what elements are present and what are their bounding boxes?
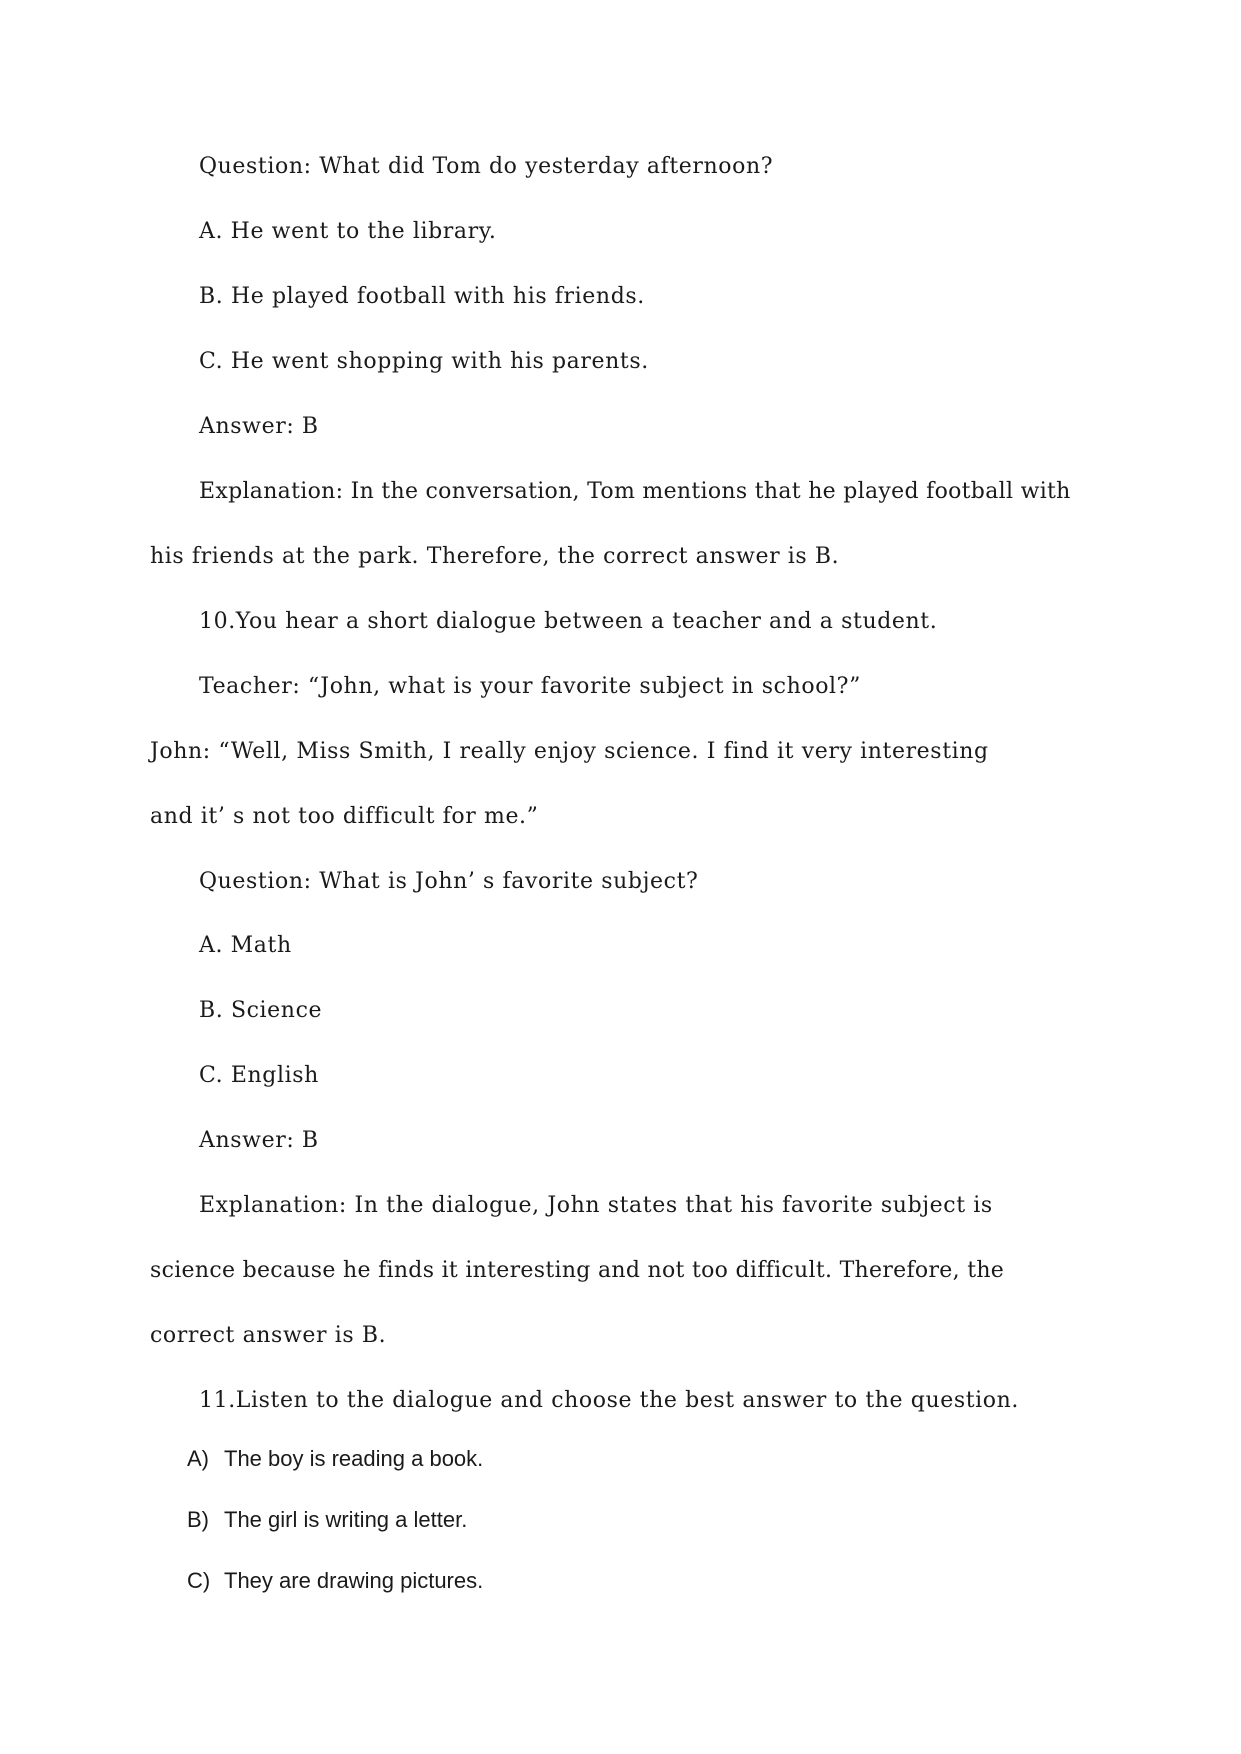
q10-option-a: A. Math xyxy=(199,933,292,958)
q10-option-c: C. English xyxy=(199,1063,319,1088)
q10-option-b: B. Science xyxy=(199,998,323,1023)
q10-explanation-line2: science because he finds it interesting and not too difficult. Therefore, the xyxy=(150,1258,1005,1283)
list-marker: A) xyxy=(187,1446,209,1471)
q10-question: Question: What is John’ s favorite subject? xyxy=(199,869,699,894)
q9-option-c: C. He went shopping with his parents. xyxy=(199,349,649,374)
q10-john-line2: and it’ s not too difficult for me.” xyxy=(150,804,539,829)
q9-question: Question: What did Tom do yesterday afternoon? xyxy=(199,154,774,179)
q10-answer: Answer: B xyxy=(199,1128,319,1153)
q10-explanation-line1: Explanation: In the dialogue, John states that his favorite subject is xyxy=(199,1193,993,1218)
list-marker: C) xyxy=(187,1568,211,1593)
q10-explanation-line3: correct answer is B. xyxy=(150,1323,387,1348)
list-item-text: The girl is writing a letter. xyxy=(224,1507,468,1532)
q9-option-b: B. He played football with his friends. xyxy=(199,284,645,309)
list-marker: B) xyxy=(187,1507,209,1532)
q9-answer: Answer: B xyxy=(199,414,319,439)
q11-intro: 11.Listen to the dialogue and choose the best answer to the question. xyxy=(199,1388,1020,1413)
q10-john-line1: John: “Well, Miss Smith, I really enjoy science. I find it very interesting xyxy=(150,739,989,764)
q10-teacher-line: Teacher: “John, what is your favorite subject in school?” xyxy=(199,674,861,699)
q10-intro: 10.You hear a short dialogue between a teacher and a student. xyxy=(199,609,938,634)
q9-explanation-line1: Explanation: In the conversation, Tom mentions that he played football with xyxy=(199,479,1071,504)
list-item-text: They are drawing pictures. xyxy=(224,1568,484,1593)
q9-option-a: A. He went to the library. xyxy=(199,219,497,244)
list-item-text: The boy is reading a book. xyxy=(224,1446,484,1471)
q9-explanation-line2: his friends at the park. Therefore, the correct answer is B. xyxy=(150,544,840,569)
